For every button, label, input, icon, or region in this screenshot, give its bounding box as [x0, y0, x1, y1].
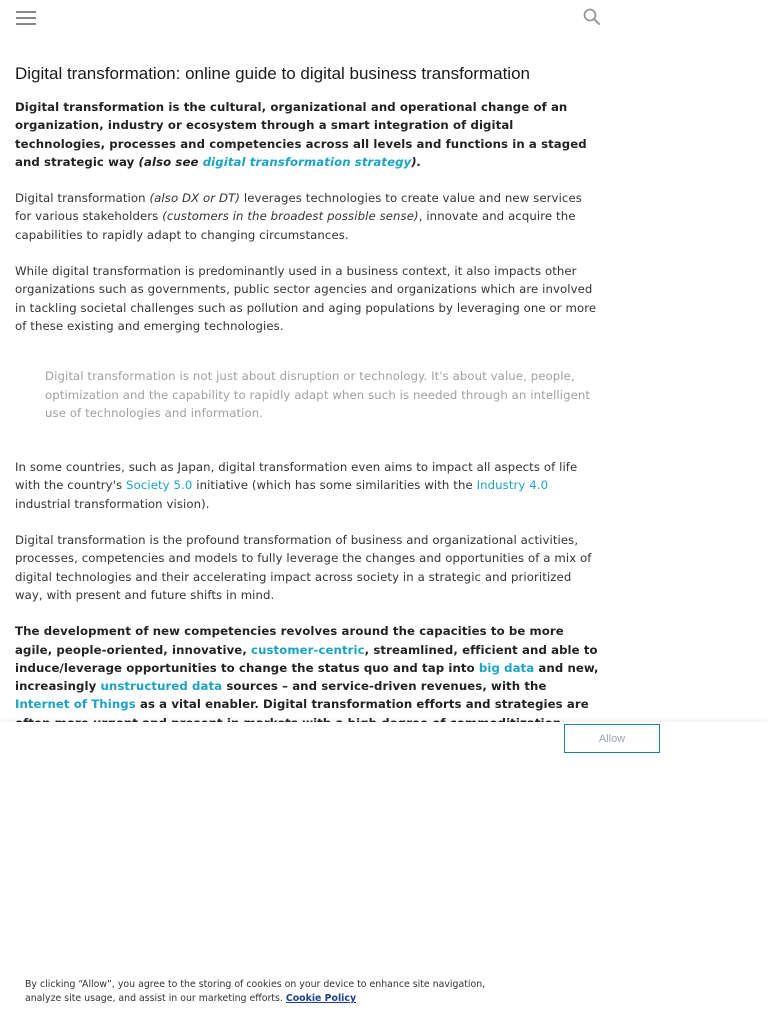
top-navigation-bar: [0, 0, 615, 36]
p6-text-c: and new, increasingly: [15, 660, 599, 694]
p4-text-a: In some countries, such as Japan, digital transformation even aims to impact all aspects of life with the country's: [15, 460, 578, 493]
p2-text-e: , innovate and acquire the capabilities to rapidly adapt to changing circumstances.: [15, 209, 576, 242]
industry-4-link[interactable]: Industry 4.0: [476, 478, 549, 493]
cookie-consent-message: By clicking “Allow”, you agree to the storing of cookies on your device to enhance site navigation, analyze site usage, and assist in our marketing efforts.: [25, 979, 486, 1004]
p2-text-b: (also DX or DT): [149, 191, 241, 206]
hamburger-menu-icon[interactable]: [16, 11, 36, 27]
intro-paragraph: [15, 98, 601, 171]
unstructured-data-link[interactable]: unstructured data: [100, 679, 223, 694]
cookie-consent-banner: [0, 722, 768, 1024]
p2-text-c: leverages technologies to create value and new services for various stakeholders: [15, 191, 582, 224]
p2-text-d: (customers in the broadest possible sense): [162, 209, 419, 224]
paragraph-dx-definition: [15, 189, 601, 244]
page-title: Digital transformation: online guide to digital business transformation: [15, 64, 530, 83]
p2-text-a: Digital transformation: [15, 191, 146, 206]
article-content: [15, 62, 601, 750]
intro-see-prefix: (also see: [138, 154, 199, 169]
paragraph-competencies: [15, 622, 601, 732]
p6-text-a: The development of new competencies revolves around the capacities to be more agile, people-oriented, innovative,: [15, 624, 564, 657]
p6-text-e: as a vital enabler. Digital transformation efforts and strategies are: [139, 697, 589, 712]
customer-centric-link[interactable]: customer-centric: [251, 642, 365, 657]
p6-text-d: sources – and service-driven revenues, with the: [226, 679, 547, 694]
intro-text: Digital transformation is the cultural, organizational and operational change of an organization, industry or ecosystem through a smart integration of digital technologies, processes and competencies across all levels and functions in a staged and strategic way: [15, 100, 587, 169]
big-data-link[interactable]: big data: [478, 660, 535, 675]
allow-cookies-button[interactable]: Allow: [564, 724, 660, 753]
pull-quote: Digital transformation is not just about disruption or technology. It's about value, people, optimization and the capability to rapidly adapt when such is needed through an intelligent use of technologies and information.: [45, 369, 591, 420]
p4-text-c: industrial transformation vision).: [15, 496, 210, 511]
intro-see-suffix: ).: [411, 154, 422, 169]
p6-text-b: , streamlined, efficient and able to induce/leverage opportunities to change the status quo and tap into: [15, 642, 598, 675]
paragraph-business-context: While digital transformation is predominantly used in a business context, it also impacts other organizations such as governments, public sector agencies and organizations which are involved in tackling societal challenges such as pollution and aging populations by leveraging one or more of these existing and emerging technologies.: [15, 264, 597, 333]
p4-text-b: initiative (which has some similarities with the: [196, 478, 473, 493]
digital-transformation-strategy-link[interactable]: digital transformation strategy: [202, 154, 412, 169]
paragraph-japan: [15, 458, 601, 513]
cookie-consent-text: [25, 978, 495, 1006]
search-icon[interactable]: [582, 7, 602, 27]
internet-of-things-link[interactable]: Internet of Things: [15, 697, 136, 712]
society-5-link[interactable]: Society 5.0: [126, 478, 193, 493]
paragraph-profound-transformation: Digital transformation is the profound transformation of business and organizational activities, processes, competencies and models to fully leverage the changes and opportunities of a mix of digital technologies and their accelerating impact across society in a strategic and prioritized way, with present and future shifts in mind.: [15, 533, 592, 602]
cookie-policy-link[interactable]: Cookie Policy: [285, 993, 357, 1004]
